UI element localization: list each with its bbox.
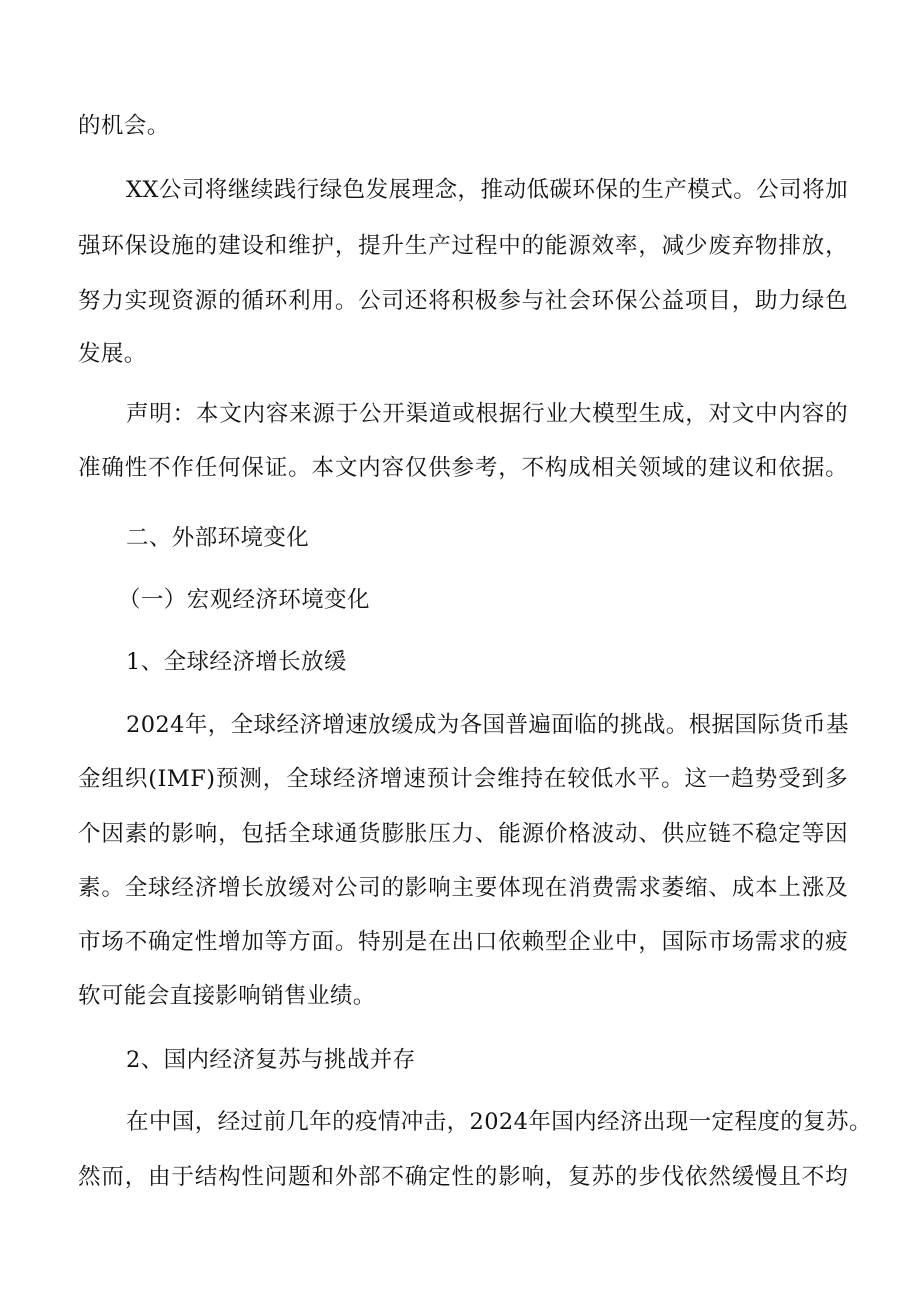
- section-heading: 二、外部环境变化: [126, 525, 310, 551]
- paragraph-line: 个因素的影响，包括全球通货膨胀压力、能源价格波动、供应链不稳定等因: [78, 821, 848, 847]
- paragraph-line: 在中国，经过前几年的疫情冲击，2024年国内经济出现一定程度的复苏。: [126, 1109, 872, 1135]
- item-heading-1: 1、全球经济增长放缓: [126, 649, 347, 675]
- paragraph-line: 发展。: [78, 341, 147, 367]
- disclaimer-line: 准确性不作任何保证。本文内容仅供参考，不构成相关领域的建议和依据。: [78, 455, 848, 481]
- paragraph-line: 强环保设施的建设和维护，提升生产过程中的能源效率，减少废弃物排放，: [78, 233, 848, 259]
- paragraph-line: XX公司将继续践行绿色发展理念，推动低碳环保的生产模式。公司将加: [126, 177, 848, 203]
- item-heading-2: 2、国内经济复苏与挑战并存: [126, 1047, 416, 1073]
- paragraph-line: 市场不确定性增加等方面。特别是在出口依赖型企业中，国际市场需求的疲: [78, 929, 848, 955]
- paragraph-line: 2024年，全球经济增速放缓成为各国普遍面临的挑战。根据国际货币基: [126, 712, 849, 738]
- paragraph-line: 努力实现资源的循环利用。公司还将积极参与社会环保公益项目，助力绿色: [78, 288, 848, 314]
- paragraph-line: 素。全球经济增长放缓对公司的影响主要体现在消费需求萎缩、成本上涨及: [78, 875, 848, 901]
- paragraph-continuation-line: 的机会。: [78, 113, 170, 139]
- paragraph-line: 然而，由于结构性问题和外部不确定性的影响，复苏的步伐依然缓慢且不均: [78, 1164, 848, 1190]
- paragraph-line: 软可能会直接影响销售业绩。: [78, 983, 376, 1009]
- paragraph-line: 金组织(IMF)预测，全球经济增速预计会维持在较低水平。这一趋势受到多: [78, 766, 848, 792]
- subsection-heading: （一）宏观经济环境变化: [118, 587, 370, 613]
- disclaimer-line: 声明：本文内容来源于公开渠道或根据行业大模型生成，对文中内容的: [126, 401, 848, 427]
